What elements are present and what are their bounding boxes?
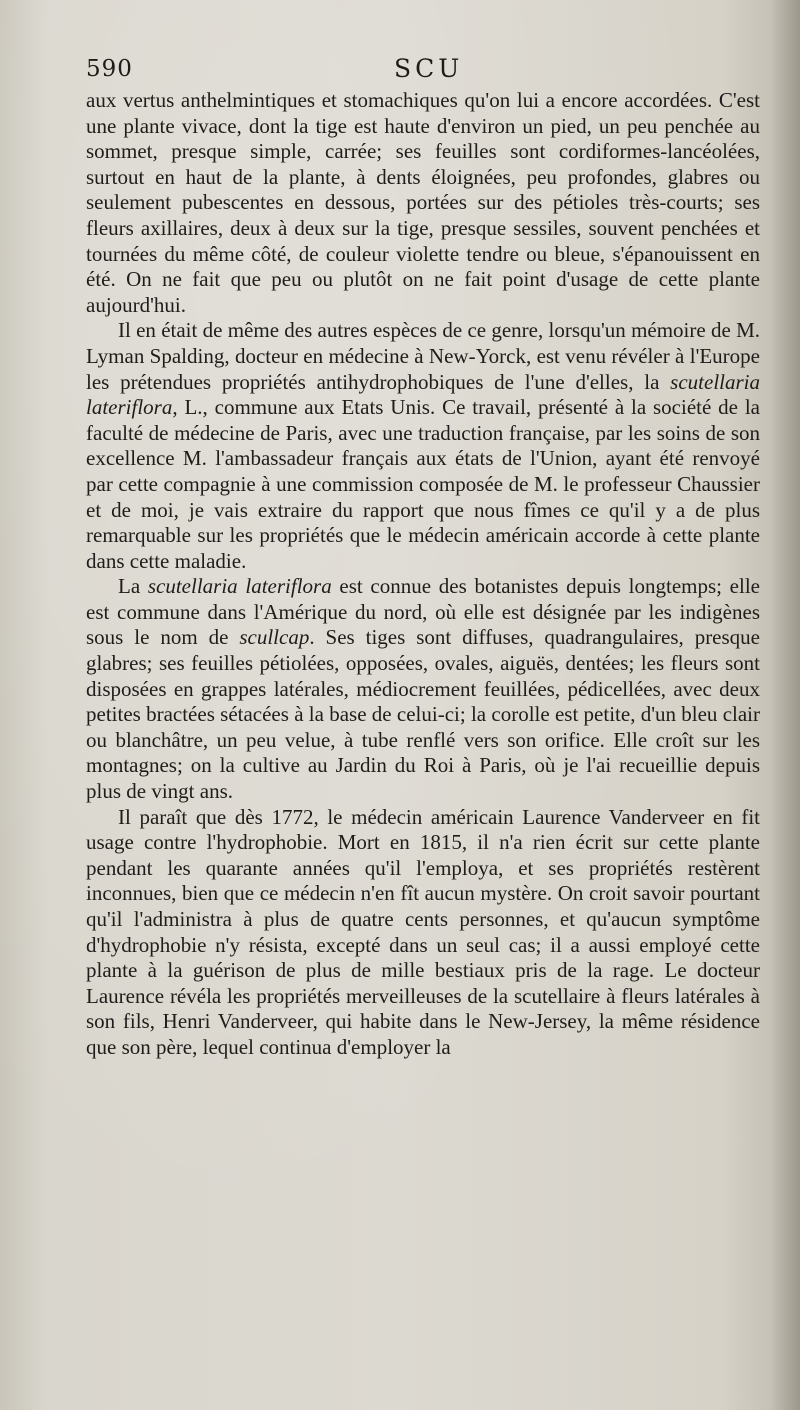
page-edge-shadow (770, 0, 800, 1410)
paragraph-4 (86, 805, 760, 1061)
species-name: scutellaria lateriflora (147, 574, 332, 599)
body-text (86, 88, 760, 1061)
paragraph-1 (86, 88, 760, 318)
section-key: SCU (394, 54, 464, 83)
common-name: scullcap (239, 625, 310, 650)
text-segment: aux vertus anthelmintiques et stomachiques qu'on lui a encore accordées. C'est une plante vivace, dont la tige est haute d'environ un pied, un peu penchée au sommet, presque simple, carrée; ses feuilles sont cordiformes-lancéolées, surtout en haut de la plante, à dents éloignées, peu profondes, glabres ou seulement pubescentes en dessous, portées sur des pétioles très-courts; ses fleurs axillaires, deux à deux sur la tige, presque sessiles, souvent penchées et tournées du même côté, de couleur violette tendre ou bleue, s'épanouissent en été. On ne fait que peu ou plutôt on ne fait point d'usage de cette plante aujourd'hui. (86, 88, 760, 317)
species-name: scutellaria lateriflora (86, 369, 760, 420)
paragraph-2 (86, 318, 760, 574)
text-segment: . Ses tiges sont diffuses, quadrangulaires, presque glabres; ses feuilles pétiolées, opposées, ovales, aiguës, dentées; les fleurs sont disposées en grappes latérales, médiocrement feuillées, pédicellées, avec deux petites bractées sétacées à la base de celui-ci; la corolle est petite, d'un bleu clair ou blanchâtre, un peu velue, à tube renflé vers son orifice. Elle croît sur les montagnes; on la cultive au Jardin du Roi à Paris, où je l'ai recueillie depuis plus de vingt ans. (86, 625, 761, 804)
paragraph-3 (86, 574, 760, 804)
text-segment: La (118, 574, 148, 599)
running-head (86, 56, 760, 90)
page-number: 590 (86, 56, 133, 82)
text-segment: Il en était de même des autres espèces de ce genre, lorsqu'un mémoire de M. Lyman Spalding, docteur en médecine à New-Yorck, est venu révéler à l'Europe les prétendues propriétés antihydrophobiques de l'une d'elles, la (86, 318, 760, 394)
text-segment: , L., commune aux Etats Unis. Ce travail, présenté à la société de la faculté de médecine de Paris, avec une traduction française, par les soins de son excellence M. l'ambassadeur français aux états de l'Union, ayant été renvoyé par cette compagnie à une commission composée de M. le professeur Chaussier et de moi, je vais extraire du rapport que nous fîmes ce qu'il y a de plus remarquable sur les propriétés que le médecin américain accorde à cette plante dans cette maladie. (86, 395, 760, 573)
text-segment: Il paraît que dès 1772, le médecin américain Laurence Vanderveer en fit usage contre l'hydrophobie. Mort en 1815, il n'a rien écrit sur cette plante pendant les quarante années qu'il l'employa, et ses propriétés restèrent inconnues, bien que ce médecin n'en fît aucun mystère. On croit savoir pourtant qu'il l'administra à plus de quatre cents personnes, et qu'aucun symptôme d'hydrophobie n'y résista, excepté dans un seul cas; il a aussi employé cette plante à la guérison de plus de mille bestiaux pris de la rage. Le docteur Laurence révéla les propriétés merveilleuses de la scutellaire à fleurs latérales à son fils, Henri Vanderveer, qui habite dans le New-Jersey, la même résidence que son père, lequel continua d'employer la (86, 804, 760, 1059)
text-segment: est connue des botanistes depuis longtemps; elle est commune dans l'Amérique du nord, où elle est désignée par les indigènes sous le nom de (86, 574, 760, 650)
